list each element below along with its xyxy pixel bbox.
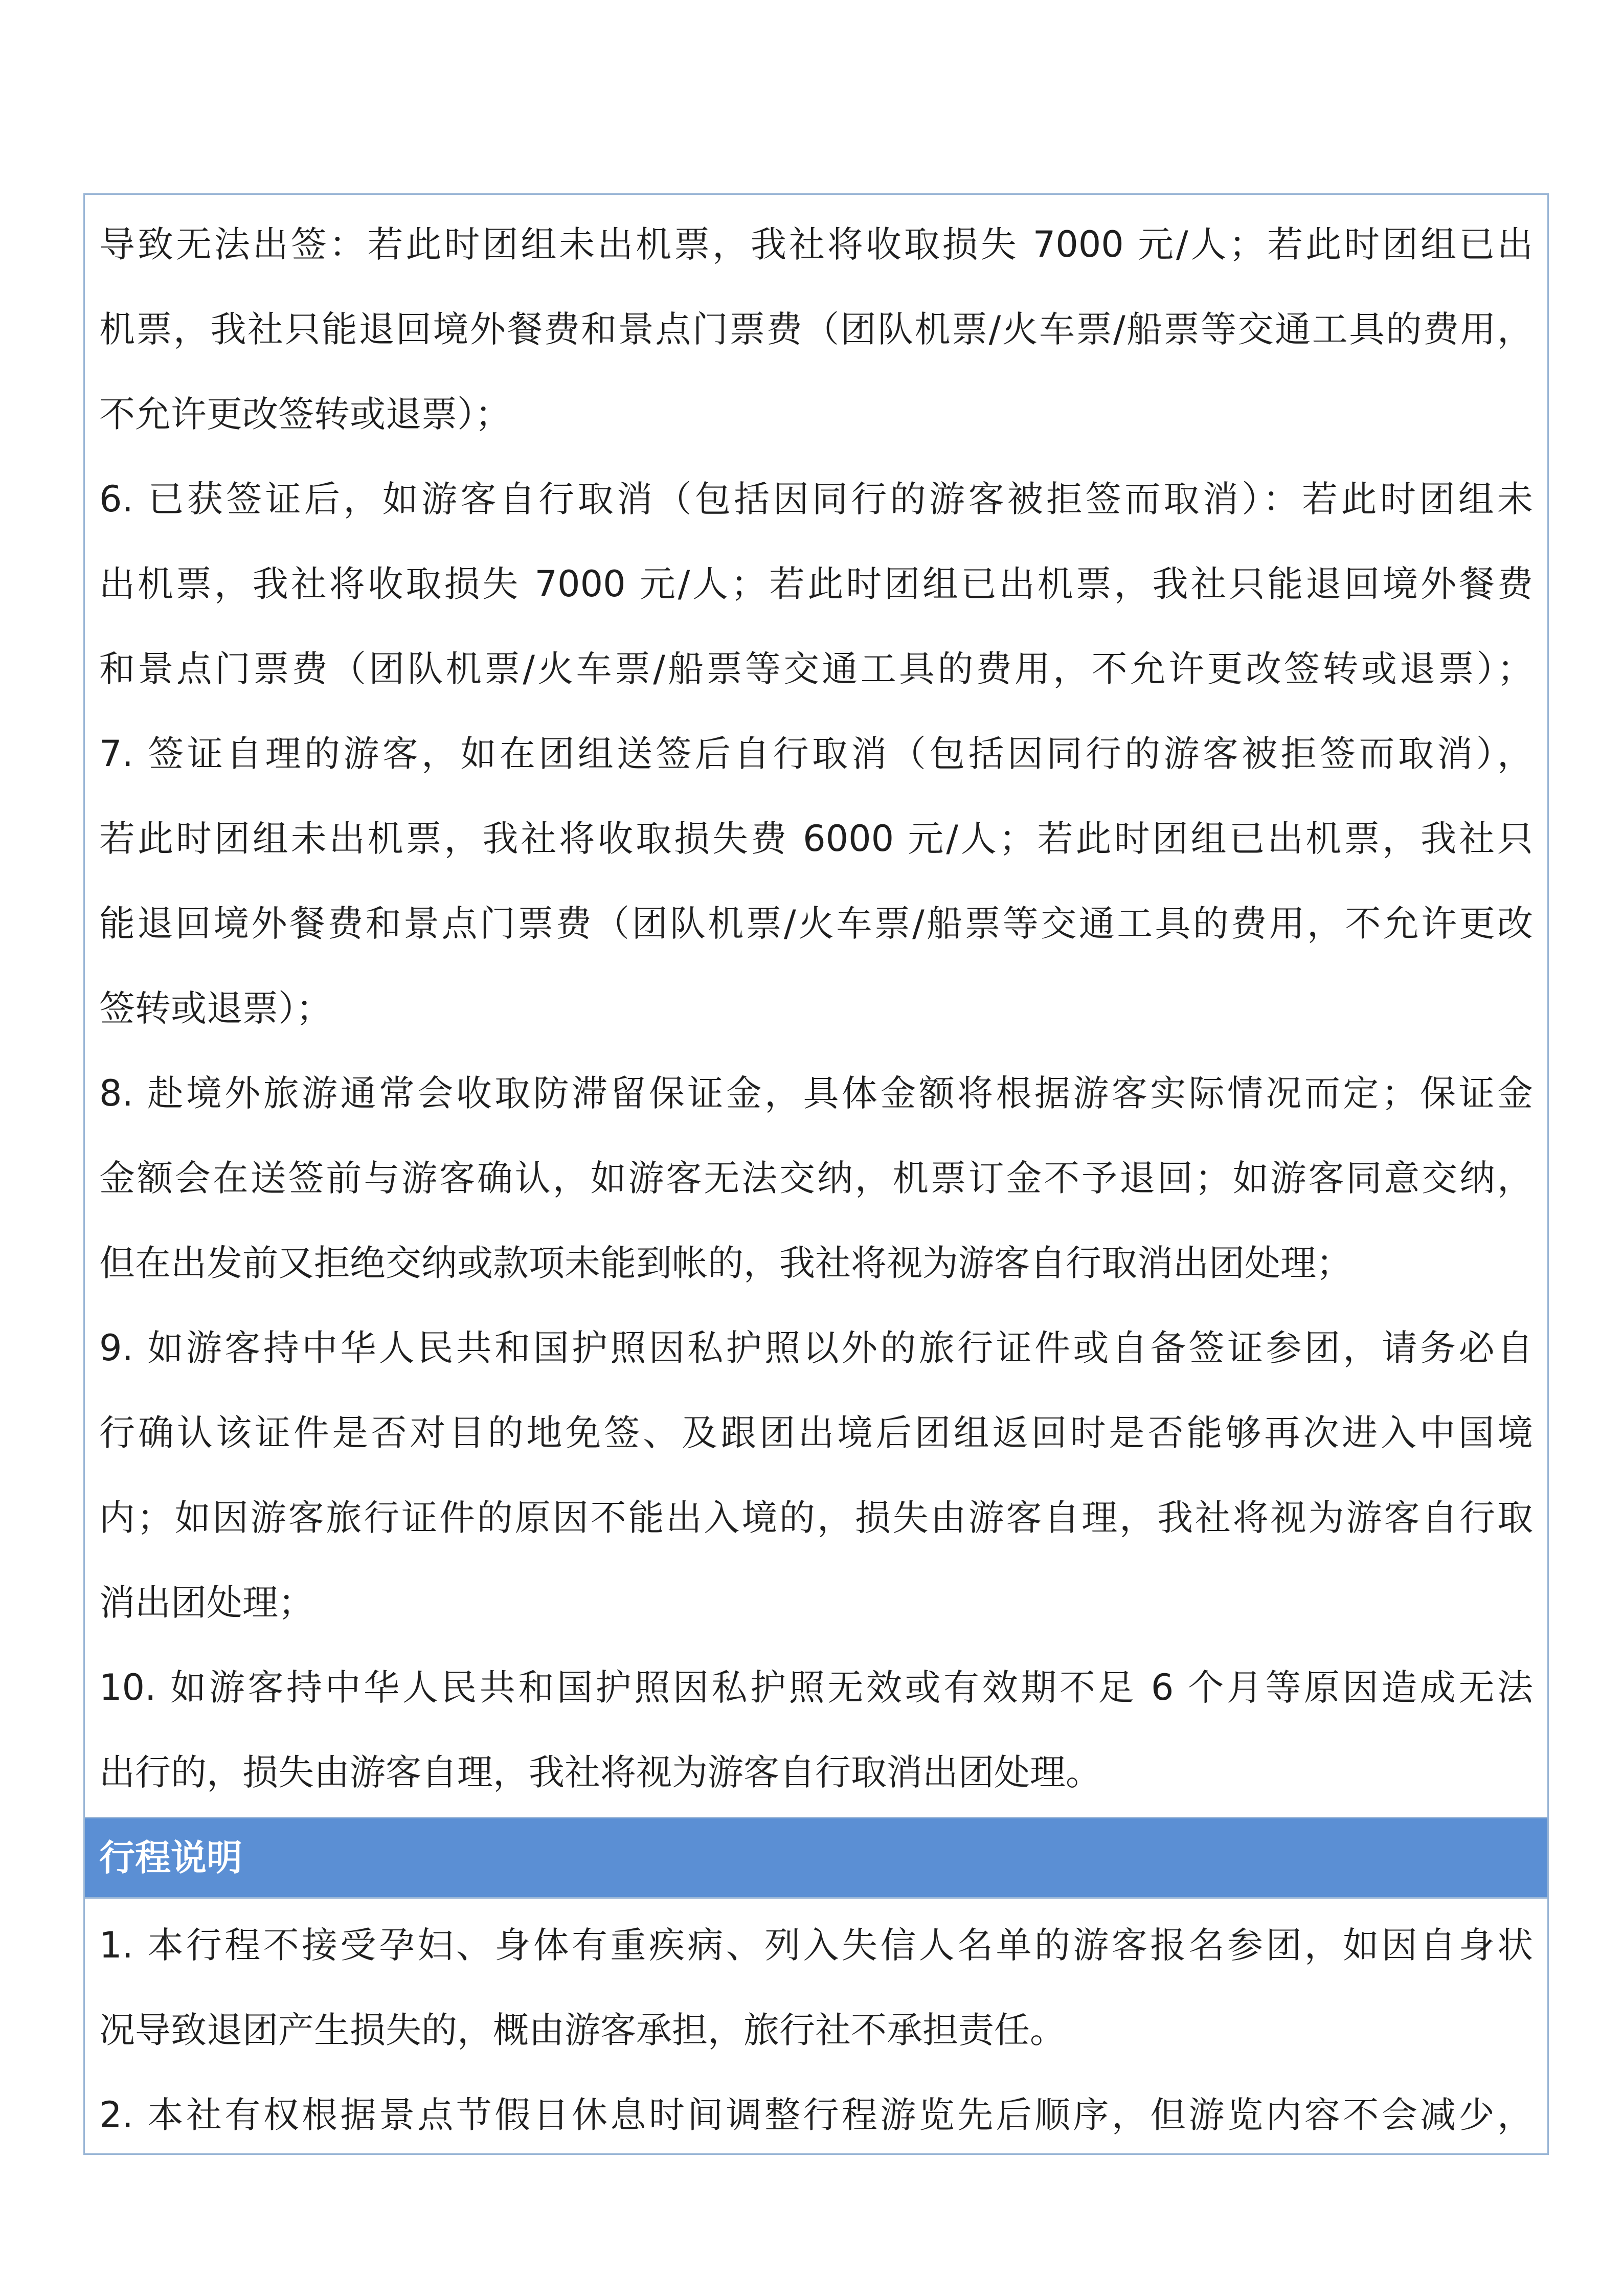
- text-line: 机票，我社只能退回境外餐费和景点门票费（团队机票/火车票/船票等交通工具的费用，: [99, 308, 1533, 350]
- text-line: 内；如因游客旅行证件的原因不能出入境的，损失由游客自理，我社将视为游客自行取: [99, 1497, 1533, 1539]
- text-line: 能退回境外餐费和景点门票费（团队机票/火车票/船票等交通工具的费用，不允许更改: [99, 903, 1533, 944]
- text-line: 签转或退票）；: [99, 987, 332, 1029]
- text-line: 2. 本社有权根据景点节假日休息时间调整行程游览先后顺序，但游览内容不会减少，: [99, 2094, 1533, 2136]
- text-line: 出机票，我社将收取损失 7000 元/人；若此时团组已出机票，我社只能退回境外餐费: [99, 563, 1533, 605]
- content-frame: [83, 193, 1549, 2155]
- text-line: 出行的，损失由游客自理，我社将视为游客自行取消出团处理。: [99, 1751, 1101, 1793]
- text-line: 6. 已获签证后，如游客自行取消（包括因同行的游客被拒签而取消）：若此时团组未: [99, 478, 1533, 520]
- text-line: 不允许更改签转或退票）；: [99, 393, 511, 435]
- text-line: 1. 本行程不接受孕妇、身体有重疾病、列入失信人名单的游客报名参团，如因自身状: [99, 1924, 1533, 1966]
- text-line: 金额会在送签前与游客确认，如游客无法交纳，机票订金不予退回；如游客同意交纳，: [99, 1157, 1533, 1199]
- text-line: 9. 如游客持中华人民共和国护照因私护照以外的旅行证件或自备签证参团，请务必自: [99, 1327, 1533, 1369]
- text-line: 况导致退团产生损失的，概由游客承担，旅行社不承担责任。: [99, 2009, 1066, 2051]
- text-line: 7. 签证自理的游客，如在团组送签后自行取消（包括因同行的游客被拒签而取消），: [99, 733, 1533, 775]
- text-line: 10. 如游客持中华人民共和国护照因私护照无效或有效期不足 6 个月等原因造成无法: [99, 1667, 1533, 1708]
- text-line: 但在出发前又拒绝交纳或款项未能到帐的，我社将视为游客自行取消出团处理；: [99, 1242, 1352, 1284]
- itinerary-header: [85, 1817, 1547, 1899]
- text-line: 8. 赴境外旅游通常会收取防滞留保证金，具体金额将根据游客实际情况而定；保证金: [99, 1072, 1533, 1114]
- text-line: 导致无法出签：若此时团组未出机票，我社将收取损失 7000 元/人；若此时团组已出: [99, 223, 1533, 265]
- section-title: 行程说明: [99, 1837, 242, 1879]
- itinerary-section: [85, 1899, 1547, 2155]
- text-line: 行确认该证件是否对目的地免签、及跟团出境后团组返回时是否能够再次进入中国境: [99, 1412, 1533, 1454]
- terms-section: [85, 195, 1547, 1817]
- text-line: 若此时团组未出机票，我社将收取损失费 6000 元/人；若此时团组已出机票，我社只: [99, 818, 1533, 860]
- text-line: 消出团处理；: [99, 1582, 314, 1624]
- text-line: 和景点门票费（团队机票/火车票/船票等交通工具的费用，不允许更改签转或退票）；: [99, 648, 1533, 690]
